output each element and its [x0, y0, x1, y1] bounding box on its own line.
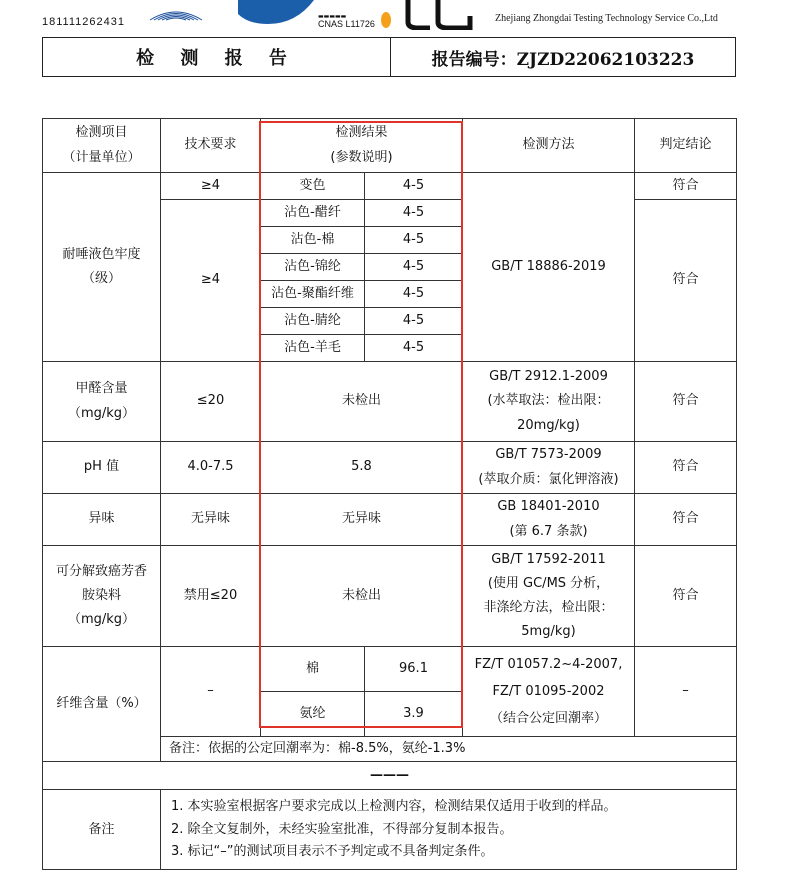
report-title: 检 测 报 告	[43, 38, 391, 76]
results-table	[42, 118, 737, 870]
method-cell: GB/T 2912.1-2009 (水萃取法：检出限： 20mg/kg)	[463, 362, 635, 442]
result-value: 4-5	[365, 173, 463, 200]
company-english-name: Zhejiang Zhongdai Testing Technology Service Co.,Ltd	[495, 13, 718, 24]
result-cell: 5.8	[261, 442, 463, 494]
header-verdict: 判定结论	[635, 119, 737, 173]
table-header-row	[43, 119, 737, 173]
notes-content	[161, 790, 737, 870]
result-value: 3.9	[365, 692, 463, 737]
requirement-cell: 无异味	[161, 494, 261, 546]
company-mark-icon	[404, 0, 474, 30]
note-line: 3. 标记“–”的测试项目表示不予判定或不具备判定条件。	[171, 843, 494, 859]
verdict-cell: 符合	[635, 200, 737, 362]
result-value: 96.1	[365, 647, 463, 692]
report-number: 报告编号：ZJZD22062103223	[431, 49, 695, 70]
result-name: 沾色-腈纶	[261, 308, 365, 335]
result-value: 4-5	[365, 308, 463, 335]
note-line: 1. 本实验室根据客户要求完成以上检测内容，检测结果仅适用于收到的样品。	[171, 799, 617, 815]
table-row	[43, 494, 737, 546]
method-cell: GB/T 17592-2011 (使用 GC/MS 分析， 非涤纶方法，检出限： 5mg/kg)	[463, 546, 635, 647]
cnas-mark: ▬▬▬▬▬	[318, 13, 347, 20]
orange-dot-icon	[381, 12, 391, 28]
verdict-cell: 符合	[635, 546, 737, 647]
item-formaldehyde: 甲醛含量 （mg/kg）	[43, 362, 161, 442]
requirement-cell: ≥4	[161, 173, 261, 200]
result-value: 4-5	[365, 227, 463, 254]
requirement-cell: 禁用≤20	[161, 546, 261, 647]
verdict-cell: –	[635, 647, 737, 737]
header-method: 检测方法	[463, 119, 635, 173]
result-name: 沾色-聚酯纤维	[261, 281, 365, 308]
header-requirement: 技术要求	[161, 119, 261, 173]
lab-logo-icon	[146, 0, 206, 22]
result-value: 4-5	[365, 335, 463, 362]
requirement-cell: 4.0-7.5	[161, 442, 261, 494]
result-value: 4-5	[365, 254, 463, 281]
result-name: 沾色-羊毛	[261, 335, 365, 362]
table-row	[43, 442, 737, 494]
requirement-cell: ≤20	[161, 362, 261, 442]
requirement-cell: –	[161, 647, 261, 737]
item-fiber-content: 纤维含量（%）	[43, 647, 161, 762]
report-header	[42, 37, 736, 77]
verdict-cell: 符合	[635, 362, 737, 442]
method-cell: GB/T 18886-2019	[463, 173, 635, 362]
header-item: 检测项目 （计量单位）	[43, 119, 161, 173]
item-ph: pH 值	[43, 442, 161, 494]
requirement-cell: ≥4	[161, 200, 261, 362]
result-name: 沾色-棉	[261, 227, 365, 254]
table-row	[43, 546, 737, 647]
verdict-cell: 符合	[635, 173, 737, 200]
phone-number: 181111262431	[42, 16, 125, 28]
note-line: 2. 除全文复制外，未经实验室批准，不得部分复制本报告。	[171, 821, 513, 837]
item-odor: 异味	[43, 494, 161, 546]
method-cell: FZ/T 01057.2~4-2007, FZ/T 01095-2002 （结合公定回潮率）	[463, 647, 635, 737]
result-name: 棉	[261, 647, 365, 692]
result-value: 4-5	[365, 281, 463, 308]
cnas-number: CNAS L11726	[318, 19, 375, 29]
result-value: 4-5	[365, 200, 463, 227]
table-row	[43, 647, 737, 692]
result-cell: 未检出	[261, 546, 463, 647]
verdict-cell: 符合	[635, 442, 737, 494]
result-name: 变色	[261, 173, 365, 200]
header-result: 检测结果 (参数说明)	[261, 119, 463, 173]
result-name: 氨纶	[261, 692, 365, 737]
result-name: 沾色-锦纶	[261, 254, 365, 281]
end-row	[43, 762, 737, 790]
end-mark: ———	[43, 762, 737, 790]
result-cell: 无异味	[261, 494, 463, 546]
notes-label: 备注	[43, 790, 161, 870]
result-cell: 未检出	[261, 362, 463, 442]
method-cell: GB/T 7573-2009 (萃取介质：氯化钾溶液)	[463, 442, 635, 494]
verdict-cell: 符合	[635, 494, 737, 546]
table-row	[43, 362, 737, 442]
item-saliva-fastness: 耐唾液色牢度 （级）	[43, 173, 161, 362]
result-name: 沾色-醋纤	[261, 200, 365, 227]
brand-logo-icon	[236, 0, 316, 26]
method-cell: GB 18401-2010 (第 6.7 条款)	[463, 494, 635, 546]
table-row	[43, 173, 737, 200]
letterhead	[0, 0, 790, 34]
notes-row	[43, 790, 737, 870]
item-azo-dyes: 可分解致癌芳香 胺染料 （mg/kg）	[43, 546, 161, 647]
fiber-remark: 备注：依据的公定回潮率为：棉-8.5%，氨纶-1.3%	[161, 737, 737, 762]
